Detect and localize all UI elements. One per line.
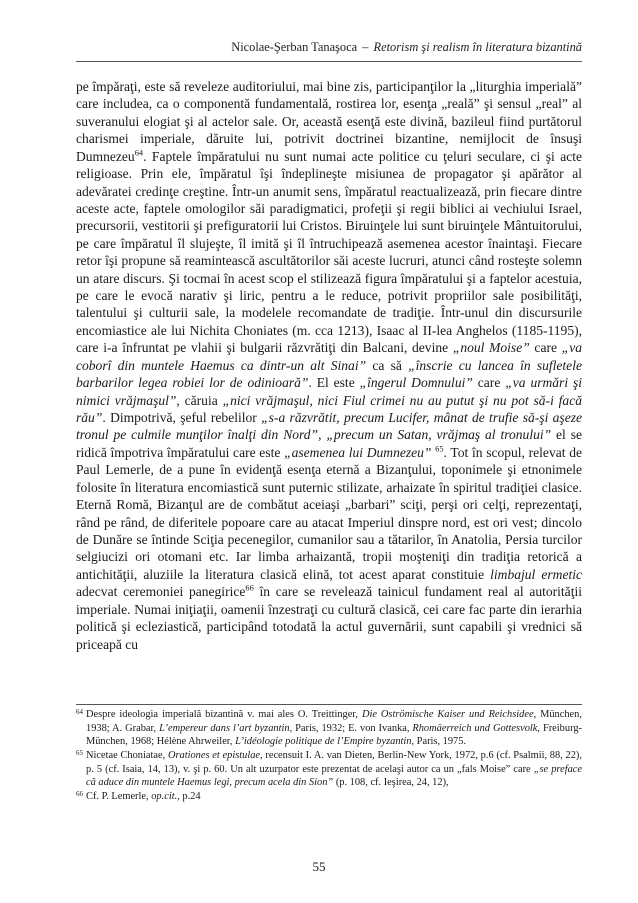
footnote-text: , Freiburg-München, 1968; Hélène Ahrweiler,: [86, 722, 583, 747]
footnote-65: [76, 749, 582, 790]
body-text-run: . Tot în scopul, relevat de Paul Lemerle, de a pune în evidenţă esenţa eternă a Bizanţului, toponimele şi etnonimele folosite în literatura encomiastică sunt puternic stilizate, arhaizate în spiritul tradiţiei clasice. Eternă Romă, Bizanţul are de combătut aceiaşi „barbari” sciţi, perşi ori celţi, reprezentaţi, rând pe rând, de diferitele popoare care au atacat Imperiul dinspre nord, est ori vest; dincolo de Dunăre se întinde Sciţia pecenegilor, cumanilor sau a tătarilor, în Anatolia, Persia turcilor selgiucizi ori otomani etc. Iar limba arhaizantă, tropii moşteniţi din tradiţia retorică a antichităţii, aluziile la literatura clasică elină, tot acest aparat constituie: [76, 444, 582, 582]
footnote-text: , Paris, 1975.: [411, 736, 467, 747]
body-text: [76, 78, 582, 653]
footnote-66: [76, 790, 582, 804]
quote-italic: „va coborî din muntele Haemus ca dintr-un alt Sinai”: [76, 340, 582, 373]
body-text-run: el se ridică împotriva împăratului care este: [76, 427, 582, 460]
footnote-text: , Paris, 1932; E. von Ivanka,: [289, 722, 413, 734]
footnote-text: , recensuit I. A. van Dieten, Berlin-New York, 1972, p.6 (cf. Psalmii, 88, 22), p. 5 (cf. Isaia, 14, 13), v. şi p. 60. Un alt uzurpator este prezentat de acelaşi autor ca un „fals Moise” care: [86, 750, 582, 775]
header-author: Nicolae-Şerban Tanaşoca: [231, 40, 358, 54]
footnote-quote-italic: „se preface că aduce din muntele Haemus legi, precum acela din Sion”: [86, 763, 583, 789]
footnote-64: [76, 708, 582, 749]
footnote-text: , p.24: [177, 791, 201, 803]
footnote-title-italic: Die Oströmische Kaiser und Reichsidee: [361, 709, 534, 720]
body-text-run: ,: [318, 427, 327, 443]
footnote-title-italic: Rhomäerreich und Gottesvolk: [412, 722, 538, 734]
footnotes: [76, 708, 582, 804]
emphasis-italic: limbajul ermetic: [490, 566, 582, 582]
quote-italic: „înscrie cu lancea în sufletele barbarilor legea robiei lor de odinioară”: [76, 357, 582, 391]
footnote-rule: [76, 704, 582, 705]
footnote-ref-64[interactable]: 64: [134, 148, 144, 158]
footnote-text: Despre ideologia imperială bizantină v. mai ales O. Treittinger,: [86, 709, 362, 720]
header-title: Retorism şi realism în literatura bizantină: [373, 40, 582, 54]
body-text-run: care: [472, 375, 506, 391]
footnote-ref-65[interactable]: 65: [435, 444, 444, 454]
quote-italic: „îngerul Domnului”: [359, 375, 473, 391]
footnote-title-italic: Orationes et epistulae: [167, 750, 261, 762]
body-text-run: în care se revelează tainicul fundament real al autorităţii imperiale. Numai iniţiaţii, oamenii înzestraţi cu cultură clasică, cei care fac parte din ierarhia politică şi ecleziastică, participând totodată la actul guvernării, sunt capabili şi vrednici să priceapă cu: [76, 584, 582, 652]
footnote-title-italic: L’empereur dans l’art byzantin: [159, 722, 290, 734]
body-text-run: ca să: [366, 357, 409, 373]
footnote-text: (p. 108, cf. Ieşirea, 24, 12),: [333, 777, 449, 789]
header-separator: –: [362, 40, 369, 54]
footnote-number: 66: [76, 790, 83, 799]
footnote-number: 65: [76, 749, 83, 758]
footnote-text: , München, 1938; A. Grabar,: [86, 709, 582, 734]
body-text-run: . Dimpotrivă, şeful rebelilor: [102, 410, 262, 426]
footnote-text: Cf. P. Lemerle,: [86, 791, 152, 803]
footnote-title-italic: L’idéologie politique de l’Empire byzantin: [235, 736, 412, 747]
quote-italic: „s-a răzvrătit, precum Lucifer, mânat de trufie să-şi aşeze tronul pe culmile munţilor înalţi din Nord”: [76, 410, 582, 443]
footnote-ref-66[interactable]: 66: [245, 583, 254, 593]
body-text-run: , căruia: [176, 392, 223, 408]
page-number: 55: [312, 859, 326, 874]
quote-italic: „asemenea lui Dumnezeu”: [284, 444, 432, 460]
body-paragraph: [76, 78, 582, 653]
body-text-run: . El este: [308, 375, 360, 391]
body-text-run: care: [529, 340, 562, 356]
footnote-number: 64: [76, 708, 83, 716]
body-text-run: adecvat ceremoniei panegirice: [76, 584, 246, 600]
quote-italic: „noul Moise”: [452, 340, 530, 356]
running-header: [231, 40, 582, 55]
quote-italic: „nici vrăjmaşul, nici Fiul crimei nu au putut şi nu pot să-i facă rău”: [76, 392, 582, 426]
header-rule: [76, 61, 582, 62]
body-text-run: pe împăraţi, este să reveleze auditoriului, mai bine zis, participanţilor la „liturghia imperială” care includea, ca o componentă fundamentală, rostirea lor, esenţa „reală” şi sensul „real” al suveranului elogiat şi al actelor sale. Or, această esenţă este divină, bazileul fiind purtătorul charismei imperiale, dăruite lui, potrivit doctrinei bizantine, nemijlocit de însuşi Dumnezeu: [76, 79, 582, 164]
quote-italic: „precum un Satan, vrăjmaş al tronului”: [326, 427, 552, 443]
quote-italic: „va urmări şi nimici vrăjmaşul”: [76, 375, 583, 408]
body-text-run: . Faptele împăratului nu sunt numai acte politice cu ţeluri seculare, ci şi acte religioase. Prin ele, împăratul îşi îndeplineşte misiunea de propagator şi apărător al adevăratei credinţe creştine. Într-un anumit sens, împăratul reactualizează, prin fiecare dintre aceste acte, faptele omologilor săi paradigmatici, profeţii şi regii biblici ai vechiului Israel, precursorii, vestitorii şi prefiguratorii lui Cristos. Biruinţele lui sunt biruinţele Mântuitorului, pe care împăratul îl slujeşte, îl imită şi îl întruchipează asemenea acestor înaintaşi. Fiecare retor îşi propune să reamintească ascultătorilor săi aceste lucruri, atunci când rosteşte solemn un atare discurs. Şi tocmai în acest scop el stilizează figura împăratului şi a faptelor acestuia, pe care le evocă narativ şi liric, pentru a le reduce, potrivit propriilor sale posibilităţi, talentului şi culturii sale, la modelele recomandate de tradiţie. Într-unul din discursurile encomiastice ale lui Nichita Choniates (m. cca 1213), Isaac al II-lea Anghelos (1185-1195), care i-a înfruntat pe vlahii şi bulgarii răzvrătiţi din Balcani, devine: [76, 148, 582, 356]
footnote-title-italic: op.cit.: [151, 791, 178, 803]
footnote-text: Nicetae Choniatae,: [86, 750, 168, 762]
